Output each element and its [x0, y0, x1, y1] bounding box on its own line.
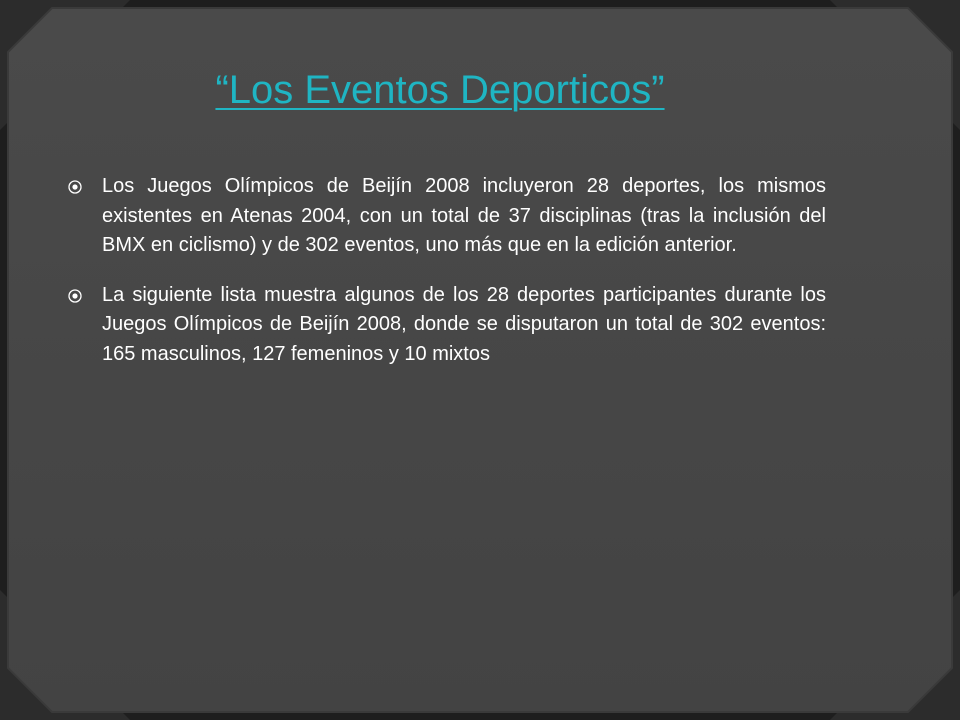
slide-title-link[interactable]: “Los Eventos Deporticos”	[215, 68, 665, 112]
slide-title[interactable]	[120, 62, 760, 118]
circled-dot-icon	[68, 289, 82, 303]
bullet-text: La siguiente lista muestra algunos de los 28 deportes participantes durante los Juegos Olímpicos de Beijín 2008, donde se disputaron un total de 302 eventos: 165 masculinos, 127 femeninos y 10 mixtos	[102, 283, 826, 365]
bullet-text: Los Juegos Olímpicos de Beijín 2008 incluyeron 28 deportes, los mismos existentes en Atenas 2004, con un total de 37 disciplinas (tras la inclusión del BMX en ciclismo) y de 302 eventos, uno más que en la edición anterior.	[102, 175, 826, 256]
list-item	[64, 281, 826, 370]
bullet-list	[64, 172, 826, 389]
circled-dot-icon	[68, 180, 82, 194]
list-item	[64, 172, 826, 261]
